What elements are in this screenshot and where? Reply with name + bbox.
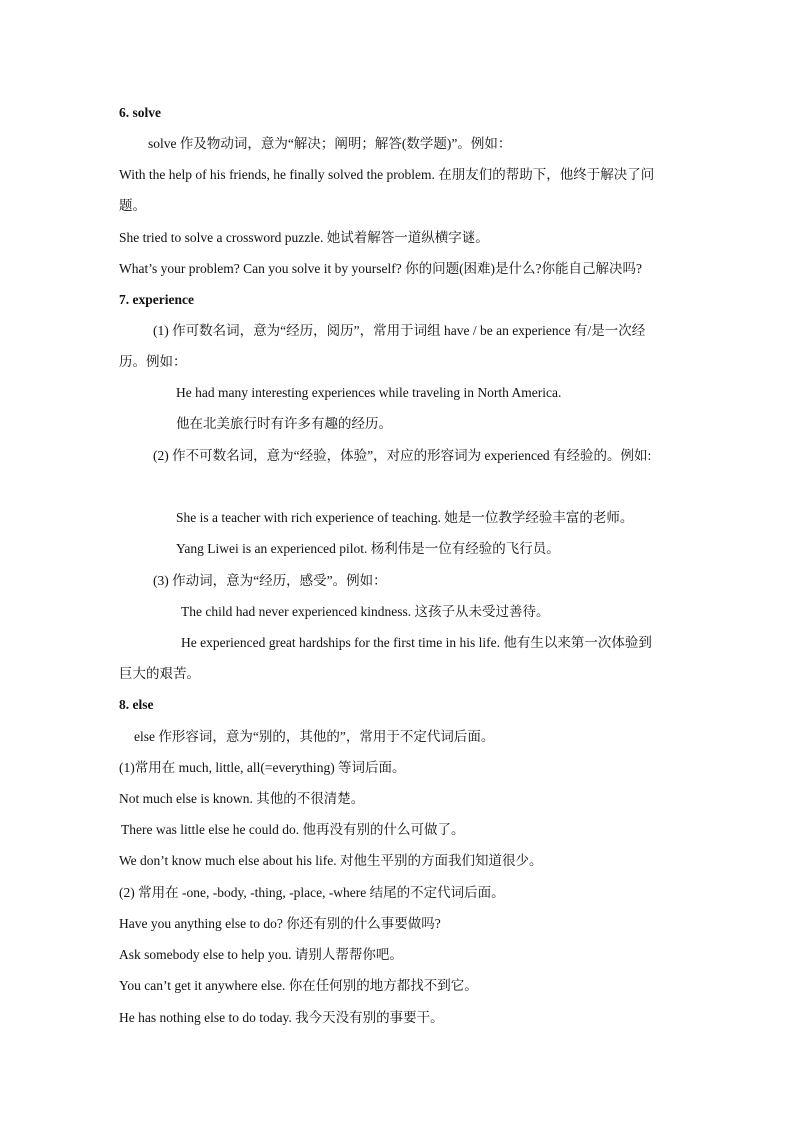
example-line: He has nothing else to do today. 我今天没有别的事要干。 (119, 1010, 444, 1025)
example-line: 题。 (119, 198, 146, 213)
definition-line: (3) 作动词，意为“经历，感受”。例如： (153, 573, 387, 588)
definition-line: solve 作及物动词，意为“解决；阐明；解答(数学题)”。例如： (148, 136, 512, 151)
example-line: The child had never experienced kindness. 这孩子从未受过善待。 (181, 604, 550, 619)
definition-line: else 作形容词，意为“别的，其他的”，常用于不定代词后面。 (134, 729, 495, 744)
example-line: He had many interesting experiences while traveling in North America. (176, 385, 562, 400)
section-heading-experience: 7. experience (119, 292, 194, 307)
example-line: Ask somebody else to help you. 请别人帮帮你吧。 (119, 947, 403, 962)
example-line: Have you anything else to do? 你还有别的什么事要做吗? (119, 916, 441, 931)
example-line: We don’t know much else about his life. 对他生平别的方面我们知道很少。 (119, 853, 543, 868)
example-translation: 他在北美旅行时有许多有趣的经历。 (176, 416, 392, 431)
definition-line: (1) 作可数名词，意为“经历，阅历”，常用于词组 have / be an experience 有/是一次经 (153, 323, 646, 338)
section-heading-else: 8. else (119, 697, 154, 712)
example-line: What’s your problem? Can you solve it by yourself? 你的问题(困难)是什么?你能自己解决吗? (119, 261, 643, 276)
example-line: She is a teacher with rich experience of teaching. 她是一位教学经验丰富的老师。 (176, 510, 634, 525)
example-line: There was little else he could do. 他再没有别的什么可做了。 (121, 822, 465, 837)
example-line: 巨大的艰苦。 (119, 666, 200, 681)
example-line: With the help of his friends, he finally solved the problem. 在朋友们的帮助下，他终于解决了问 (119, 167, 655, 182)
example-line: Not much else is known. 其他的不很清楚。 (119, 791, 365, 806)
rule-line: (1)常用在 much, little, all(=everything) 等词后面。 (119, 760, 406, 775)
example-line: He experienced great hardships for the first time in his life. 他有生以来第一次体验到 (181, 635, 652, 650)
rule-line: (2) 常用在 -one, -body, -thing, -place, -where 结尾的不定代词后面。 (119, 885, 505, 900)
example-line: Yang Liwei is an experienced pilot. 杨利伟是一位有经验的飞行员。 (176, 541, 560, 556)
example-line: You can’t get it anywhere else. 你在任何别的地方都找不到它。 (119, 978, 478, 993)
definition-line: (2) 作不可数名词，意为“经验，体验”，对应的形容词为 experienced 有经验的。例如: (153, 448, 652, 463)
definition-line: 历。例如： (119, 354, 187, 369)
section-heading-solve: 6. solve (119, 105, 161, 120)
example-line: She tried to solve a crossword puzzle. 她试着解答一道纵横字谜。 (119, 230, 489, 245)
